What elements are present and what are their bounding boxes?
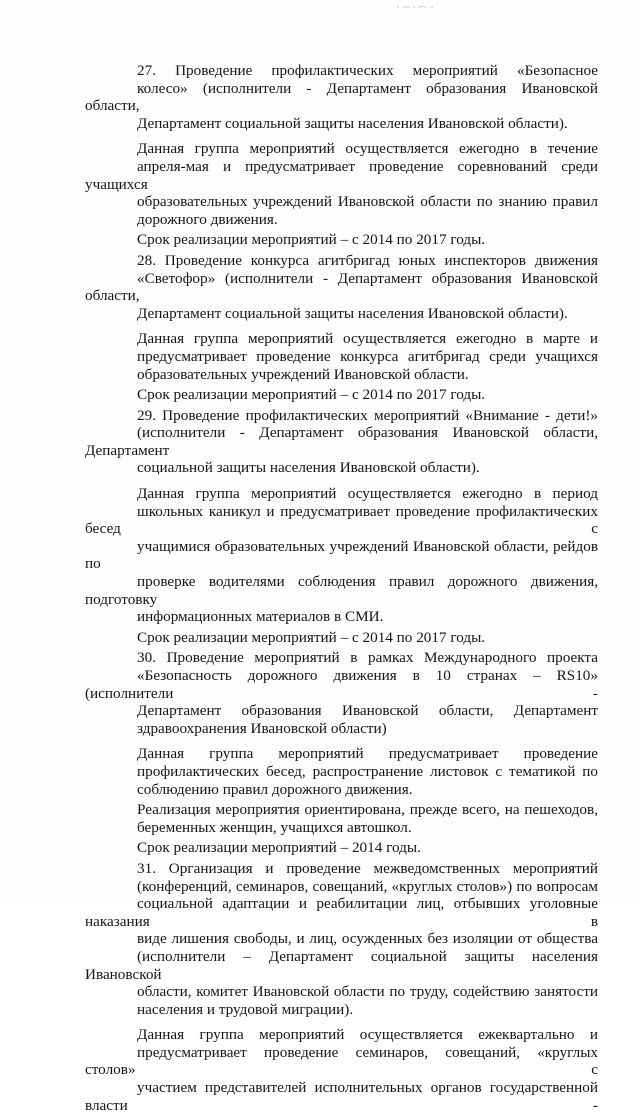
text-line: образовательных учреждений Ивановской области по знанию правил xyxy=(137,193,598,211)
text-line: Департамент социальной защиты населения Ивановской области). xyxy=(137,114,568,132)
paragraph-item-28-term xyxy=(85,386,598,404)
document-body xyxy=(85,62,598,1117)
text-line: 27. Проведение профилактических мероприятий «Безопасное xyxy=(137,62,598,79)
text-line: учащимися образовательных учреждений Ивановской области, рейдов по xyxy=(85,537,598,573)
paragraph-item-27-term xyxy=(85,231,598,249)
text-line: апреля-мая и предусматривает проведение соревнований среди учащихся xyxy=(85,157,598,193)
paragraph-item-28-description xyxy=(85,330,598,383)
text-line: 30. Проведение мероприятий в рамках Международного проекта xyxy=(137,649,598,667)
text-line: Срок реализации мероприятий – 2014 годы. xyxy=(137,839,421,857)
text-line: социальной защиты населения Ивановской области). xyxy=(137,459,480,477)
text-line: (исполнители - Департамент образования Ивановской области, Департамент xyxy=(85,424,598,459)
paragraph-item-30-description xyxy=(85,745,598,798)
text-line: Данная группа мероприятий осуществляется ежеквартально и xyxy=(137,1026,598,1044)
paragraph-item-29 xyxy=(85,407,598,477)
text-line: предусматривает проведение семинаров, совещаний, «круглых столов» с xyxy=(85,1043,598,1079)
paragraph-item-27-description xyxy=(85,140,598,228)
text-line: социальной адаптации и реабилитации лиц, отбывших уголовные наказания в xyxy=(85,895,598,930)
text-line: населения и трудовой миграции). xyxy=(137,1000,354,1018)
paragraph-item-29-term xyxy=(85,629,598,647)
text-line: Реализация мероприятия ориентирована, прежде всего, на пешеходов, xyxy=(137,801,598,819)
text-line: профилактических бесед, распространение листовок с тематикой по xyxy=(137,762,598,780)
text-line: здравоохранения Ивановской области) xyxy=(137,719,387,737)
paragraph-item-28 xyxy=(85,252,598,322)
text-line: «Безопасность дорожного движения в 10 странах – RS10» (исполнители - xyxy=(85,667,598,702)
text-line: виде лишения свободы, и лиц, осужденных без изоляции от общества xyxy=(137,930,598,948)
text-line: 28. Проведение конкурса агитбригад юных инспекторов движения xyxy=(137,251,598,269)
text-line: Срок реализации мероприятий – с 2014 по 2017 годы. xyxy=(137,386,486,404)
text-line: школьных каникул и предусматривает проведение профилактических бесед с xyxy=(85,502,598,538)
text-line: Департамент социальной защиты населения Ивановской области). xyxy=(137,304,568,322)
text-line: (конференций, семинаров, совещаний, «круглых столов») по вопросам xyxy=(137,877,598,895)
text-line: (исполнители – Департамент социальной защиты населения Ивановской xyxy=(85,947,598,983)
text-line: проверке водителями соблюдения правил дорожного движения, подготовку xyxy=(85,573,598,608)
text-line: 29. Проведение профилактических мероприятий «Внимание - дети!» xyxy=(137,406,598,424)
text-line: «Светофор» (исполнители - Департамент образования Ивановской области, xyxy=(85,269,598,305)
paragraph-item-30 xyxy=(85,649,598,737)
page-top-mark xyxy=(396,4,436,10)
text-line: Данная группа мероприятий осуществляется ежегодно в период xyxy=(137,485,598,503)
paragraph-item-30-term xyxy=(85,839,598,857)
text-line: Данная группа мероприятий осуществляется ежегодно в течение xyxy=(137,140,598,158)
text-line: Данная группа мероприятий осуществляется ежегодно в марте и xyxy=(137,330,598,348)
text-line: образовательных учреждений Ивановской области. xyxy=(137,365,469,383)
text-line: 31. Организация и проведение межведомственных мероприятий xyxy=(137,859,598,877)
text-line: колесо» (исполнители - Департамент образования Ивановской области, xyxy=(85,79,598,115)
text-line: области, комитет Ивановской области по труду, содействию занятости xyxy=(137,983,598,1001)
text-line: Срок реализации мероприятий – с 2014 по 2017 годы. xyxy=(137,231,486,249)
text-line: дорожного движения. xyxy=(137,210,278,228)
text-line: участием представителей исполнительных органов государственной власти - xyxy=(85,1079,598,1114)
text-line: Срок реализации мероприятий – с 2014 по 2017 годы. xyxy=(137,628,486,646)
paragraph-item-31 xyxy=(85,860,598,1018)
text-line: Департамент образования Ивановской области, Департамент xyxy=(137,702,598,720)
paragraph-item-31-description xyxy=(85,1026,598,1114)
text-line: Данная группа мероприятий предусматривает проведение xyxy=(137,745,598,763)
paragraph-item-27 xyxy=(85,62,598,132)
text-line: предусматривает проведение конкурса агитбригад среди учащихся xyxy=(137,347,598,365)
text-line: соблюдению правил дорожного движения. xyxy=(137,780,413,798)
text-line: информационных материалов в СМИ. xyxy=(137,608,384,626)
paragraph-item-30-target xyxy=(85,801,598,836)
text-line: беременных женщин, учащихся автошкол. xyxy=(137,818,412,836)
paragraph-item-29-description xyxy=(85,485,598,626)
